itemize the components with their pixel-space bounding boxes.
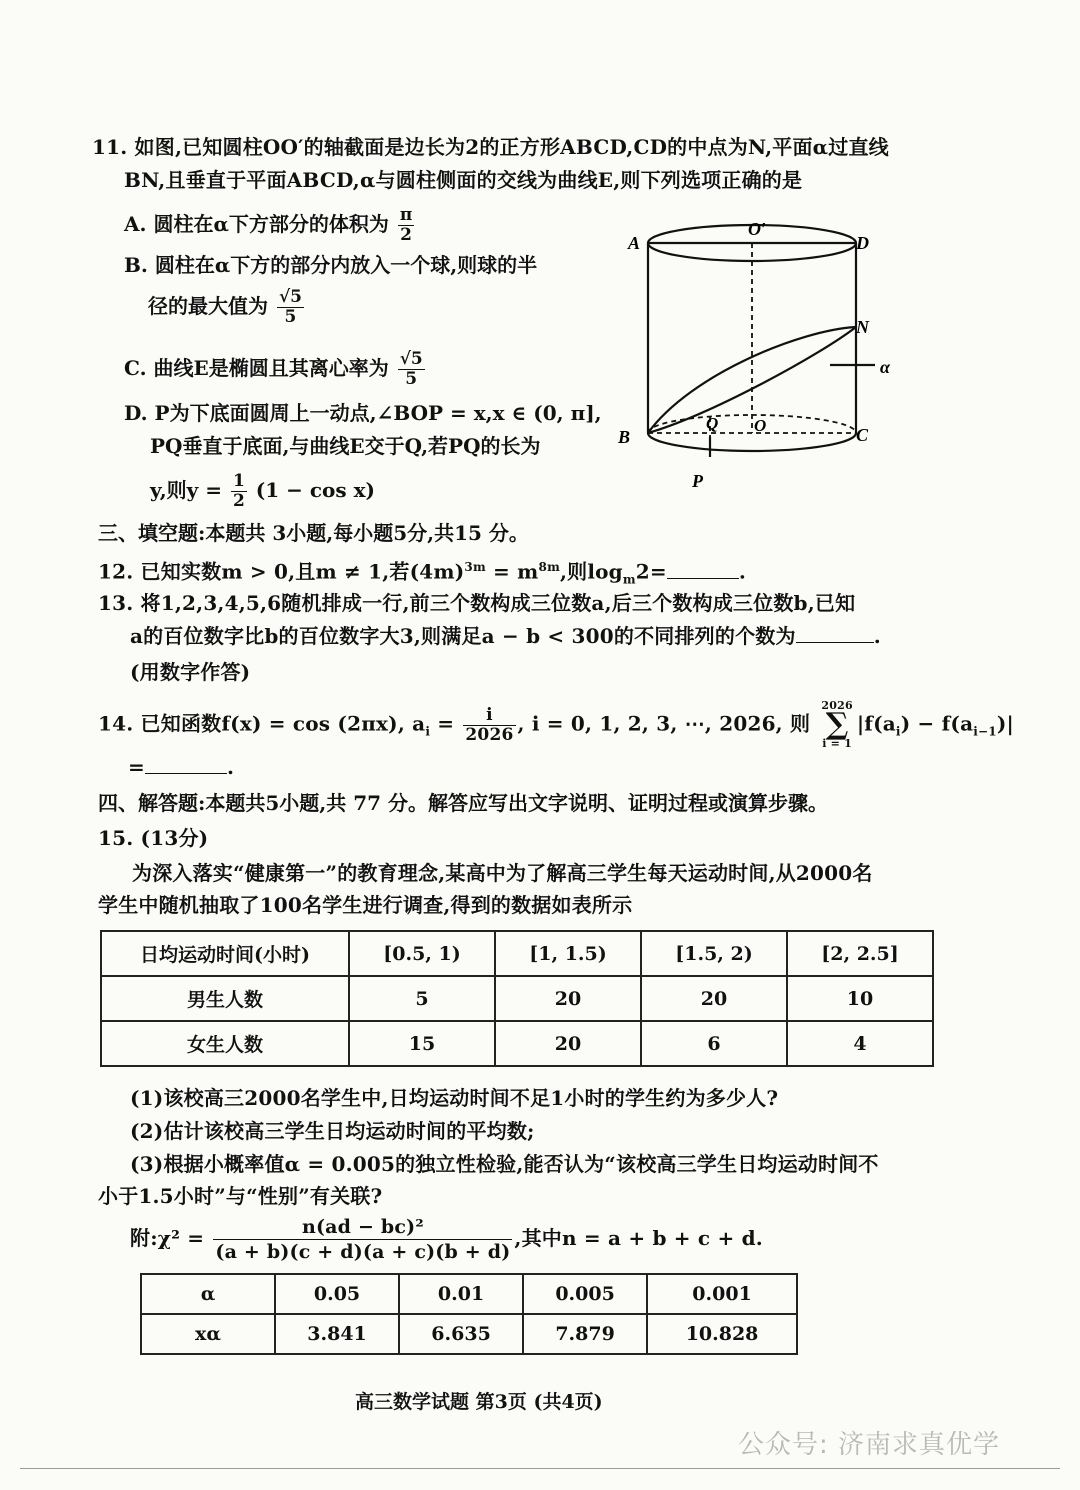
bottom-front-arc <box>648 433 856 451</box>
sigma-icon: ∑ <box>825 707 849 742</box>
q12-log-base: m <box>622 572 636 587</box>
sum-bottom: i = 1 <box>822 737 852 750</box>
option-b-text: 径的最大值为 <box>148 294 268 318</box>
frac-den: 2 <box>400 225 412 245</box>
table-cell: 0.05 <box>275 1274 399 1314</box>
option-d-text: y,则y = <box>150 478 223 502</box>
frac-den: 5 <box>284 307 297 327</box>
table-cell: [0.5, 1) <box>349 931 495 976</box>
table-cell: 女生人数 <box>101 1021 349 1066</box>
bottom-rule <box>20 1468 1060 1469</box>
q15-head: 15. (13分) <box>98 826 209 850</box>
q15-sub3-line2: 小于1.5小时”与“性别”有关联? <box>98 1184 383 1208</box>
table-cell: [2, 2.5] <box>787 931 933 976</box>
table-row <box>141 1314 797 1354</box>
frac-num: i <box>463 706 515 726</box>
table-cell: 0.01 <box>399 1274 523 1314</box>
frac-num: π <box>399 205 413 225</box>
table-cell: 0.001 <box>647 1274 797 1314</box>
q14-line2: = . <box>128 755 235 779</box>
q11-line2: BN,且垂直于平面ABCD,α与圆柱侧面的交线为曲线E,则下列选项正确的是 <box>124 168 803 192</box>
table-cell: xα <box>141 1314 275 1354</box>
q14-text5: )| <box>996 711 1014 736</box>
q13-line2-text: a的百位数字比b的百位数字大3,则满足a − b < 300的不同排列的个数为 <box>130 624 796 648</box>
table-cell: 6.635 <box>399 1314 523 1354</box>
table-row <box>101 976 933 1021</box>
q11-option-b-line1: B. 圆柱在α下方的部分内放入一个球,则球的半 <box>124 253 538 277</box>
q14-sub-i2: i <box>895 724 901 739</box>
table-cell: 20 <box>641 976 787 1021</box>
cylinder-figure <box>610 205 910 505</box>
q13-line1: 13. 将1,2,3,4,5,6随机排成一行,前三个数构成三位数a,后三个数构成三位数b,已知 <box>98 591 856 615</box>
frac-den: 2 <box>232 491 245 511</box>
option-a-text: A. 圆柱在α下方部分的体积为 <box>124 212 389 236</box>
table-cell: 10 <box>787 976 933 1021</box>
q15-sub3-line1: (3)根据小概率值α = 0.005的独立性检验,能否认为“该校高三学生日均运动时间不 <box>130 1152 879 1176</box>
q15-sub2: (2)估计该校高三学生日均运动时间的平均数; <box>130 1119 535 1143</box>
frac-num: n(ad − bc)² <box>213 1215 512 1240</box>
q13-answer-blank[interactable] <box>796 642 874 643</box>
frac-den: (a + b)(c + d)(a + c)(b + d) <box>215 1241 511 1263</box>
table-cell: 0.005 <box>523 1274 647 1314</box>
table-cell: [1, 1.5) <box>495 931 641 976</box>
frac-den: 2026 <box>465 724 514 745</box>
q12-mid: = m <box>485 559 539 584</box>
table-cell: 10.828 <box>647 1314 797 1354</box>
frac-num: √5 <box>278 287 302 307</box>
q15-para2: 学生中随机抽取了100名学生进行调查,得到的数据如表所示 <box>98 893 633 917</box>
sum-top: 2026 <box>821 699 853 712</box>
q15-para1: 为深入落实“健康第一”的教育理念,某高中为了解高三学生每天运动时间,从2000名 <box>132 861 873 885</box>
q14-answer-blank[interactable] <box>145 773 227 774</box>
table-cell: 7.879 <box>523 1314 647 1354</box>
sum-sign <box>821 700 852 750</box>
table-cell: 20 <box>495 976 641 1021</box>
q12: 12. 已知实数m > 0,且m ≠ 1,若$(4m)^{3m} = m^{8m}$,则$\log_m2=$ . <box>98 559 747 587</box>
q12-tail: ,则log <box>559 559 623 584</box>
formula-suffix: ,其中n = a + b + c + d. <box>514 1226 763 1250</box>
table-cell: 4 <box>787 1021 933 1066</box>
q12-exp2: 8m <box>538 560 560 574</box>
formula-prefix: 附:χ² = <box>130 1226 205 1250</box>
table-cell: [1.5, 2) <box>641 931 787 976</box>
q14-eq: = <box>430 711 455 736</box>
label-b: B <box>618 427 631 447</box>
table-row <box>141 1274 797 1314</box>
q11-option-a <box>124 206 416 245</box>
exercise-time-table <box>100 930 934 1067</box>
label-alpha: α <box>880 357 890 377</box>
q11-option-d-line2: PQ垂直于底面,与曲线E交于Q,若PQ的长为 <box>150 434 541 458</box>
table-cell: 5 <box>349 976 495 1021</box>
watermark: 公众号: 济南求真优学 <box>738 1430 1001 1460</box>
table-cell: 20 <box>495 1021 641 1066</box>
q15-sub1: (1)该校高三2000名学生中,日均运动时间不足1小时的学生约为多少人? <box>130 1086 779 1110</box>
page-footer: 高三数学试题 第3页 (共4页) <box>355 1391 603 1413</box>
label-p: P <box>692 471 703 491</box>
label-a: A <box>628 233 641 253</box>
option-c-fraction <box>398 350 425 389</box>
section-3-heading: 三、填空题:本题共 3小题,每小题5分,共15 分。 <box>98 521 529 545</box>
q11-option-d-line1: D. P为下底面圆周上一动点,∠BOP = x,x ∈ (0, π], <box>124 401 602 425</box>
q12-exp1: 3m <box>464 560 486 574</box>
option-d-fraction <box>231 472 247 511</box>
q11-option-c <box>124 350 427 389</box>
section-4-heading: 四、解答题:本题共5小题,共 77 分。解答应写出文字说明、证明过程或演算步骤。 <box>98 791 829 815</box>
table-header-row <box>101 931 933 976</box>
table-cell: 3.841 <box>275 1314 399 1354</box>
label-c: C <box>856 425 869 445</box>
label-o: O <box>754 416 767 435</box>
q14-equals: = <box>128 755 145 779</box>
q12-answer-blank[interactable] <box>667 578 739 579</box>
option-c-text: C. 曲线E是椭圆且其离心率为 <box>124 356 389 380</box>
frac-den: 5 <box>405 369 418 389</box>
q13-line3: (用数字作答) <box>130 660 251 684</box>
table-cell: 男生人数 <box>101 976 349 1021</box>
q14-text4: ) − f(a <box>900 711 974 736</box>
formula-fraction <box>213 1215 512 1264</box>
q11-option-d-line3 <box>150 472 375 511</box>
q14-line1 <box>98 700 1058 750</box>
q14-fraction <box>463 706 515 745</box>
frac-num: 1 <box>232 471 245 491</box>
table-row <box>101 1021 933 1066</box>
q12-text: 12. 已知实数m > 0,且m ≠ 1,若(4m) <box>98 559 465 584</box>
q11-option-b-line2 <box>148 288 306 327</box>
label-q: Q <box>706 414 719 433</box>
q14-text2: , i = 0, 1, 2, 3, ⋯, 2026, 则 <box>517 711 811 736</box>
q14-sub-im1: i−1 <box>973 724 997 739</box>
table-cell: 日均运动时间(小时) <box>101 931 349 976</box>
label-n: N <box>856 317 869 337</box>
option-a-fraction <box>398 206 414 245</box>
q12-end: 2= <box>635 559 667 584</box>
critical-value-table <box>140 1273 798 1355</box>
label-d: D <box>856 233 869 253</box>
q13-line2: a的百位数字比b的百位数字大3,则满足a − b < 300的不同排列的个数为 . <box>130 624 881 648</box>
table-cell: 15 <box>349 1021 495 1066</box>
option-d-expr: (1 − cos x) <box>255 478 375 502</box>
q11-line1: 11. 如图,已知圆柱OO′的轴截面是边长为2的正方形ABCD,CD的中点为N,平面α过直线 <box>92 135 889 159</box>
frac-num: √5 <box>399 349 423 369</box>
label-o-prime: O′ <box>748 219 767 239</box>
q14-text1: 14. 已知函数f(x) = cos (2πx), a <box>98 711 426 736</box>
q14-sub-i: i <box>425 724 431 739</box>
option-b-fraction <box>277 288 304 327</box>
table-cell: α <box>141 1274 275 1314</box>
table-cell: 6 <box>641 1021 787 1066</box>
chi-square-formula <box>130 1215 763 1264</box>
q14-text3: |f(a <box>856 711 896 736</box>
